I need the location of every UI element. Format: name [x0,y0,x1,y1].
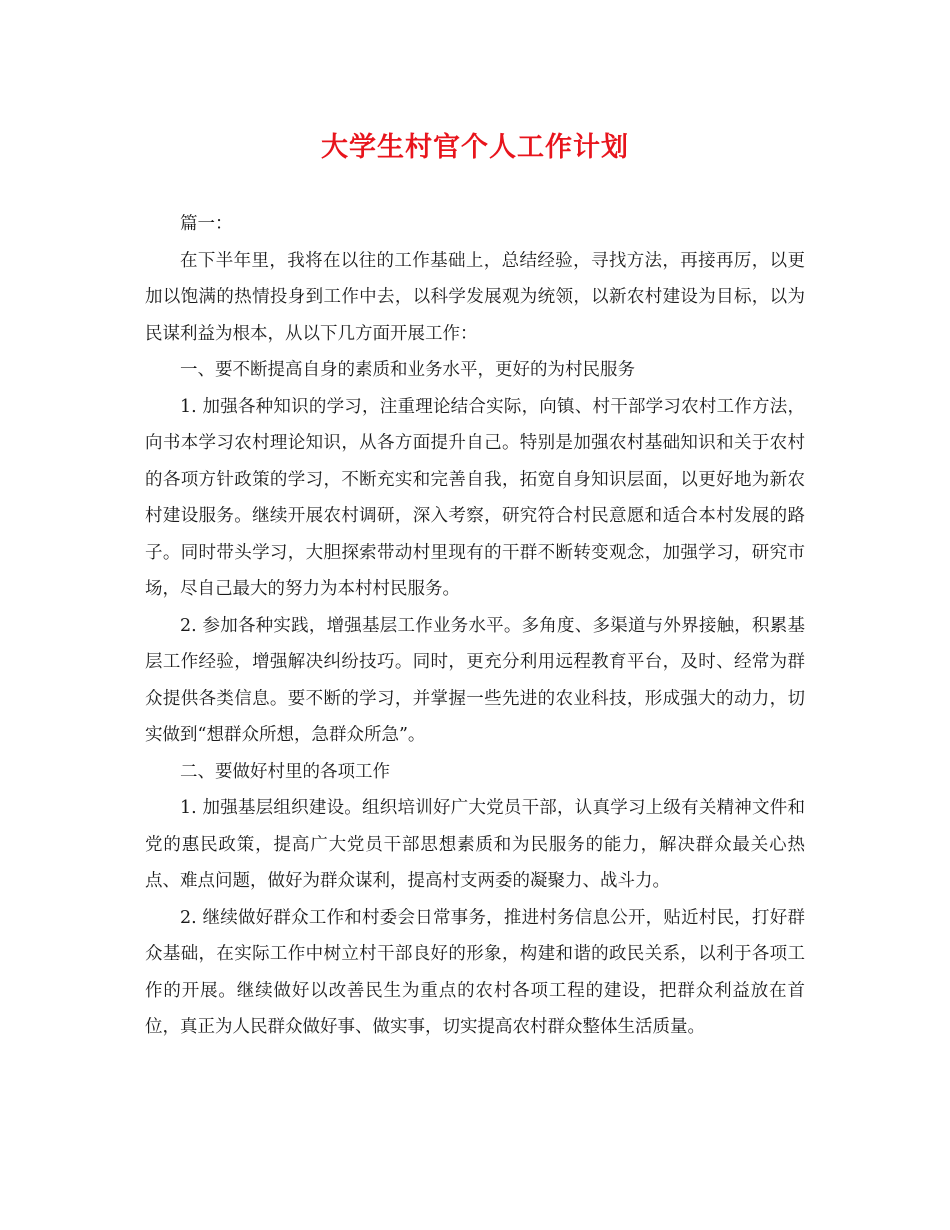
paragraph-one-2: 2. 参加各种实践，增强基层工作业务水平。多角度、多渠道与外界接触，积累基层工作经验，增强解决纠纷技巧。同时，更充分利用远程教育平台，及时、经常为群众提供各类信息。要不断的学习，并掌握一些先进的农业科技，形成强大的动力，切实做到“想群众所想，急群众所急”。 [145,615,805,745]
intro-paragraph: 在下半年里，我将在以往的工作基础上，总结经验，寻找方法，再接再厉，以更加以饱满的热情投身到工作中去，以科学发展观为统领，以新农村建设为目标，以为民谋利益为根本，从以下几方面开展工作： [145,250,805,344]
heading-two: 二、要做好村里的各项工作 [180,761,390,782]
paragraph-two-2: 2. 继续做好群众工作和村委会日常事务，推进村务信息公开，贴近村民，打好群众基础，在实际工作中树立村干部良好的形象，构建和谐的政民关系，以利于各项工作的开展。继续做好以改善民生为重点的农村各项工程的建设，把群众利益放在首位，真正为人民群众做好事、做实事，切实提高农村群众整体生活质量。 [145,907,805,1037]
document-title: 大学生村官个人工作计划 [321,132,629,163]
heading-one: 一、要不断提高自身的素质和业务水平，更好的为村民服务 [180,360,635,380]
paragraph-one-1: 1. 加强各种知识的学习，注重理论结合实际，向镇、村干部学习农村工作方法，向书本学习农村理论知识，从各方面提升自己。特别是加强农村基础知识和关于农村的各项方针政策的学习，不断充实和完善自我，拓宽自身知识层面，以更好地为新农村建设服务。继续开展农村调研，深入考察，研究符合村民意愿和适合本村发展的路子。同时带头学习，大胆探索带动村里现有的干群不断转变观念，加强学习，研究市场，尽自己最大的努力为本村村民服务。 [145,396,805,599]
paragraph-two-1: 1. 加强基层组织建设。组织培训好广大党员干部，认真学习上级有关精神文件和党的惠民政策，提高广大党员干部思想素质和为民服务的能力，解决群众最关心热点、难点问题，做好为群众谋利，提高村支两委的凝聚力、战斗力。 [145,798,805,891]
section-label: 篇一： [180,214,233,234]
document-body [145,206,805,1046]
